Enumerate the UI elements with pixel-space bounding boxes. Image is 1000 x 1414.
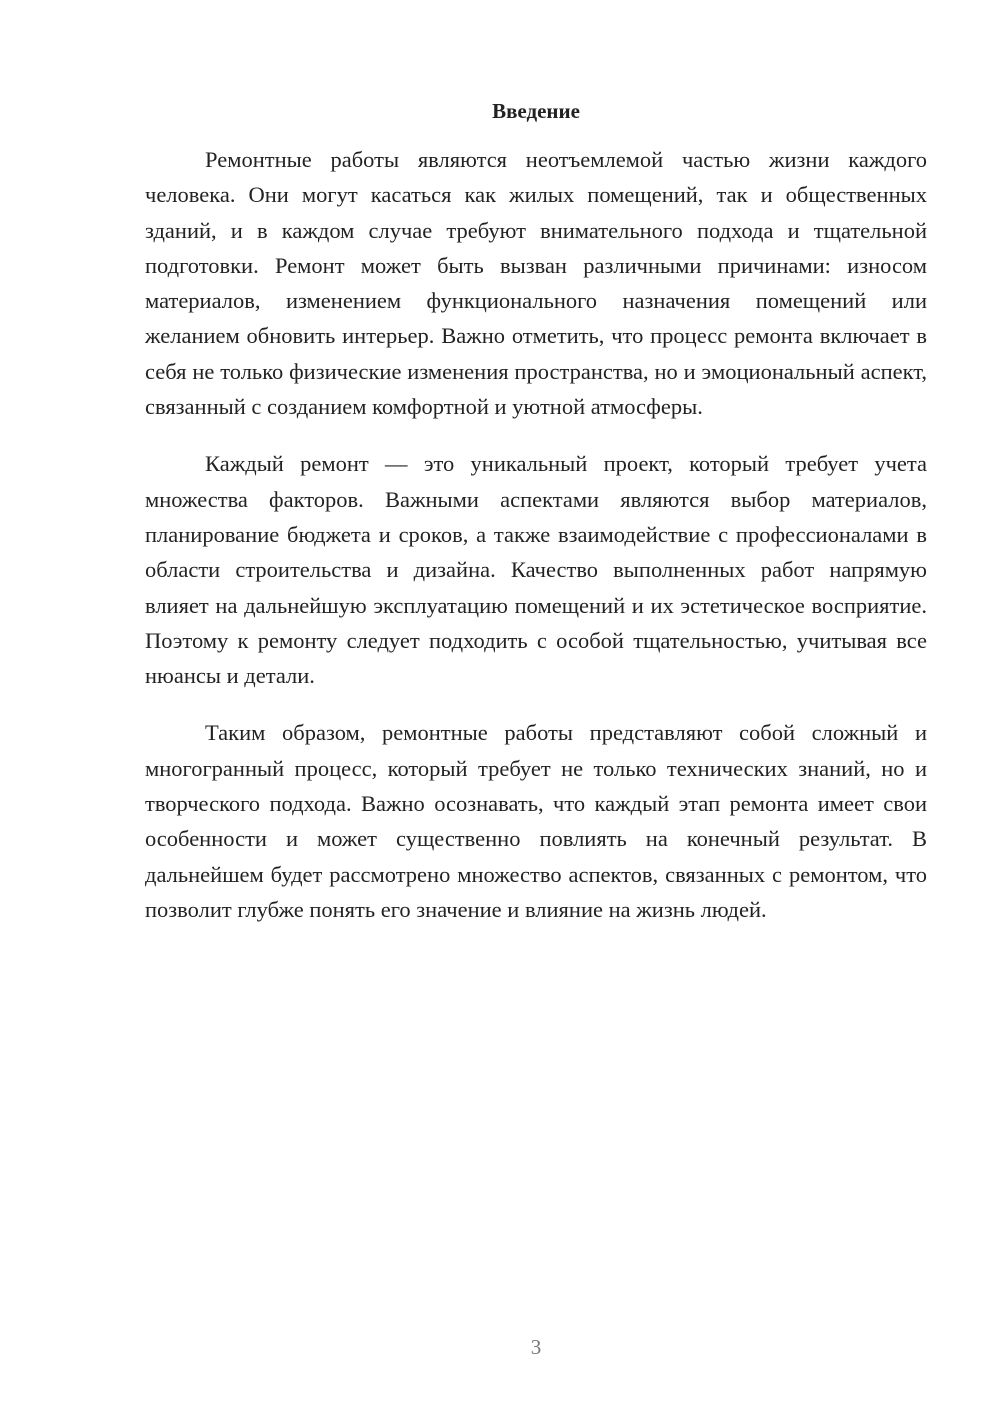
section-heading: Введение [492, 99, 580, 123]
paragraph-intro: Ремонтные работы являются неотъемлемой частью жизни каждого человека. Они могут касаться как жилых помещений, так и общественных зданий, и в каждом случае требуют внимательного подхода и тщательной подготовки. Ремонт может быть вызван различными причинами: износом материалов, изменением функционального назначения помещений или желанием обновить интерьер. Важно отметить, что процесс ремонта включает в себя не только физические изменения пространства, но и эмоциональный аспект, связанный с созданием комфортной и уютной атмосферы. [145, 147, 927, 420]
body-text [145, 142, 927, 949]
paragraph-project: Каждый ремонт — это уникальный проект, который требует учета множества факторов. Важными аспектами являются выбор материалов, планирование бюджета и сроков, а также взаимодействие с профессионалами в области строительства и дизайна. Качество выполненных работ напрямую влияет на дальнейшую эксплуатацию помещений и их эстетическое восприятие. Поэтому к ремонту следует подходить с особой тщательностью, учитывая все нюансы и детали. [145, 451, 927, 689]
paragraph-conclusion: Таким образом, ремонтные работы представляют собой сложный и многогранный процесс, который требует не только технических знаний, но и творческого подхода. Важно осознавать, что каждый этап ремонта имеет свои особенности и может существенно повлиять на конечный результат. В дальнейшем будет рассмотрено множество аспектов, связанных с ремонтом, что позволит глубже понять его значение и влияние на жизнь людей. [145, 720, 927, 922]
page-number: 3 [530, 1335, 542, 1359]
